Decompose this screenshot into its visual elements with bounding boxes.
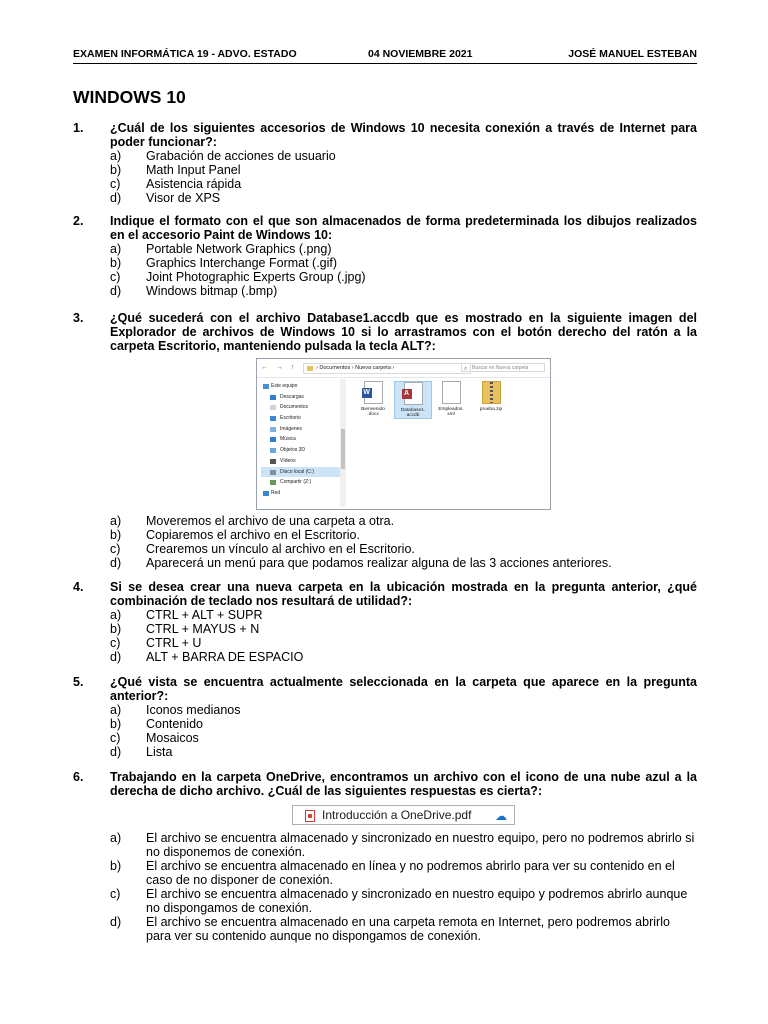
option-letter: d) bbox=[110, 650, 122, 664]
option-d bbox=[110, 191, 697, 205]
question-text: ¿Cuál de los siguientes accesorios de Windows 10 necesita conexión a través de Internet para poder funcionar?: bbox=[110, 121, 697, 149]
option-a bbox=[110, 514, 697, 528]
explorer-search bbox=[461, 363, 545, 372]
option-d bbox=[110, 745, 697, 759]
option-letter: d) bbox=[110, 284, 122, 298]
option-letter: c) bbox=[110, 636, 121, 650]
question-5 bbox=[73, 675, 697, 759]
question-text: Si se desea crear una nueva carpeta en la ubicación mostrada en la pregunta anterior, ¿qué combinación de teclado nos resultará de utilidad?: bbox=[110, 580, 697, 608]
sidebar-item-escritorio bbox=[261, 413, 341, 424]
section-title: WINDOWS 10 bbox=[73, 87, 186, 107]
question-text: Indique el formato con el que son almacenados de forma predeterminada los dibujos realizados en el accesorio Paint de Windows 10: bbox=[110, 214, 697, 242]
computer-icon bbox=[263, 384, 269, 389]
question-number: 3. bbox=[73, 311, 84, 325]
option-letter: b) bbox=[110, 163, 122, 177]
access-database-icon: A bbox=[404, 382, 423, 405]
option-a bbox=[110, 831, 697, 859]
option-text: Copiaremos el archivo en el Escritorio. bbox=[146, 528, 360, 542]
option-text: Contenido bbox=[146, 717, 203, 731]
option-d bbox=[110, 556, 697, 570]
sidebar-item-imagenes bbox=[261, 424, 341, 435]
option-letter: b) bbox=[110, 622, 122, 636]
question-number: 6. bbox=[73, 770, 84, 784]
sidebar-item-musica bbox=[261, 434, 341, 445]
explorer-path bbox=[303, 363, 471, 374]
option-letter: b) bbox=[110, 256, 122, 270]
option-text: Asistencia rápida bbox=[146, 177, 242, 191]
question-number: 2. bbox=[73, 214, 84, 228]
path-text: › Documentos › Nueva carpeta › bbox=[316, 365, 395, 371]
xml-file-icon bbox=[442, 381, 461, 404]
option-c bbox=[110, 887, 697, 915]
option-text: El archivo se encuentra almacenado en línea y no podremos abrirlo para ver su contenido en el caso de no disponer de conexión. bbox=[146, 859, 675, 887]
explorer-sidebar bbox=[261, 381, 341, 499]
option-text: Windows bitmap (.bmp) bbox=[146, 284, 278, 298]
option-letter: b) bbox=[110, 859, 122, 873]
question-number: 5. bbox=[73, 675, 84, 689]
question-text: ¿Qué sucederá con el archivo Database1.accdb que es mostrado en la siguiente imagen del Explorador de archivos de Windows 10 si lo arrastramos con el botón derecho del ratón a la carpeta Escritorio, manteniendo pulsada la tecla ALT?: bbox=[110, 311, 697, 353]
option-d bbox=[110, 915, 697, 943]
option-text: Portable Network Graphics (.png) bbox=[146, 242, 332, 256]
cloud-icon: ☁ bbox=[495, 809, 507, 823]
sidebar-item-documentos bbox=[261, 402, 341, 413]
option-a bbox=[110, 703, 697, 717]
pictures-icon bbox=[270, 427, 276, 432]
option-text: El archivo se encuentra almacenado y sincronizado en nuestro equipo, pero no podremos abrirlo si no disponemos de conexión. bbox=[146, 831, 695, 859]
options-list bbox=[110, 149, 697, 205]
word-document-icon: W bbox=[364, 381, 383, 404]
option-text: CTRL + U bbox=[146, 636, 202, 650]
option-letter: a) bbox=[110, 242, 122, 256]
drive-icon bbox=[270, 470, 276, 475]
folder-icon bbox=[307, 366, 313, 371]
option-text: Iconos medianos bbox=[146, 703, 241, 717]
question-text: ¿Qué vista se encuentra actualmente seleccionada en la carpeta que aparece en la pregunta anterior?: bbox=[110, 675, 697, 703]
sidebar-item-label: Objetos 3D bbox=[280, 447, 306, 454]
sidebar-item-compartir bbox=[261, 477, 341, 488]
option-text: ALT + BARRA DE ESPACIO bbox=[146, 650, 304, 664]
sidebar-item-label: Vídeos bbox=[280, 457, 296, 464]
sidebar-item-label: Este equipo bbox=[271, 383, 298, 389]
sidebar-item-disco-local bbox=[261, 467, 341, 478]
option-letter: a) bbox=[110, 831, 122, 845]
documents-icon bbox=[270, 405, 276, 410]
search-placeholder: Buscar en Nueva carpeta bbox=[472, 365, 529, 371]
sidebar-item-label: Red bbox=[271, 489, 281, 496]
option-letter: d) bbox=[110, 191, 122, 205]
file-extension: accdb bbox=[406, 413, 420, 418]
network-icon bbox=[263, 491, 269, 496]
sidebar-item-label: Escritorio bbox=[280, 415, 301, 422]
option-text: Aparecerá un menú para que podamos realizar alguna de las 3 acciones anteriores. bbox=[146, 556, 612, 570]
navigation-arrows-icon: ← → ↑ bbox=[261, 364, 298, 371]
option-text: CTRL + ALT + SUPR bbox=[146, 608, 263, 622]
explorer-address-bar bbox=[257, 359, 550, 378]
option-text: El archivo se encuentra almacenado en una carpeta remota en Internet, pero podremos abrirlo para ver su contenido aunque no dispongamos de conexión. bbox=[146, 915, 670, 943]
option-letter: a) bbox=[110, 149, 122, 163]
option-letter: c) bbox=[110, 887, 121, 901]
option-c bbox=[110, 542, 697, 556]
option-d bbox=[110, 284, 697, 298]
file-prueba-zip bbox=[473, 381, 509, 412]
file-empleados-xml bbox=[433, 381, 469, 417]
option-text: Visor de XPS bbox=[146, 191, 221, 205]
question-3 bbox=[73, 311, 697, 353]
file-name: Database1. bbox=[400, 408, 426, 413]
options-list bbox=[110, 514, 697, 570]
file-database1-accdb bbox=[394, 381, 432, 419]
music-icon bbox=[270, 437, 276, 442]
network-drive-icon bbox=[270, 480, 276, 485]
file-name: Empleados. bbox=[438, 407, 464, 412]
option-letter: c) bbox=[110, 270, 121, 284]
sidebar-item-este-equipo bbox=[261, 381, 341, 392]
sidebar-item-label: Disco local (C:) bbox=[280, 468, 314, 475]
question-number: 4. bbox=[73, 580, 84, 594]
file-explorer-screenshot bbox=[256, 358, 551, 510]
options-list bbox=[110, 608, 697, 664]
option-letter: d) bbox=[110, 915, 122, 929]
option-text: Crearemos un vínculo al archivo en el Escritorio. bbox=[146, 542, 415, 556]
options-list bbox=[110, 831, 697, 943]
file-name: Bienvenido bbox=[361, 407, 385, 412]
onedrive-file-name: Introducción a OneDrive.pdf bbox=[322, 808, 472, 822]
option-text: Graphics Interchange Format (.gif) bbox=[146, 256, 338, 270]
question-1 bbox=[73, 121, 697, 205]
zip-folder-icon bbox=[482, 381, 501, 404]
search-icon: ⌕ bbox=[464, 366, 468, 372]
option-text: Mosaicos bbox=[146, 731, 199, 745]
onedrive-file-snippet bbox=[292, 805, 515, 825]
option-text: El archivo se encuentra almacenado y sincronizado en nuestro equipo y podremos abrirlo aunque no dispongamos de conexión. bbox=[146, 887, 688, 915]
header-author: JOSÉ MANUEL ESTEBAN bbox=[568, 48, 697, 60]
option-b bbox=[110, 163, 697, 177]
scrollbar-thumb bbox=[341, 429, 345, 469]
objects3d-icon bbox=[270, 448, 276, 453]
option-letter: c) bbox=[110, 177, 121, 191]
option-a bbox=[110, 242, 697, 256]
option-d bbox=[110, 650, 697, 664]
file-bienvenido-docx bbox=[355, 381, 391, 417]
download-icon bbox=[270, 395, 276, 400]
header-divider bbox=[73, 63, 697, 64]
option-c bbox=[110, 731, 697, 745]
option-letter: b) bbox=[110, 717, 122, 731]
sidebar-item-label: Documentos bbox=[280, 404, 309, 411]
question-2 bbox=[73, 214, 697, 298]
option-letter: a) bbox=[110, 608, 122, 622]
option-text: Math Input Panel bbox=[146, 163, 241, 177]
option-a bbox=[110, 149, 697, 163]
option-b bbox=[110, 528, 697, 542]
sidebar-item-descargas bbox=[261, 392, 341, 403]
question-text: Trabajando en la carpeta OneDrive, encontramos un archivo con el icono de una nube azul a la derecha de dicho archivo. ¿Cuál de las siguientes respuestas es cierta?: bbox=[110, 770, 697, 798]
option-a bbox=[110, 608, 697, 622]
option-c bbox=[110, 270, 697, 284]
header-exam-title: EXAMEN INFORMÁTICA 19 - ADVO. ESTADO bbox=[73, 48, 297, 60]
question-6 bbox=[73, 770, 697, 798]
pdf-icon bbox=[305, 810, 315, 822]
sidebar-scrollbar bbox=[340, 379, 346, 507]
option-letter: c) bbox=[110, 542, 121, 556]
sidebar-item-label: Descargas bbox=[280, 393, 304, 400]
option-b bbox=[110, 622, 697, 636]
option-c bbox=[110, 636, 697, 650]
sidebar-item-red bbox=[261, 488, 341, 499]
page-header bbox=[73, 48, 697, 62]
file-extension: .docx bbox=[367, 412, 379, 417]
option-b bbox=[110, 256, 697, 270]
option-letter: b) bbox=[110, 528, 122, 542]
question-6-options bbox=[73, 831, 697, 943]
question-4 bbox=[73, 580, 697, 664]
question-number: 1. bbox=[73, 121, 84, 135]
option-text: Grabación de acciones de usuario bbox=[146, 149, 336, 163]
option-text: Joint Photographic Experts Group (.jpg) bbox=[146, 270, 366, 284]
option-c bbox=[110, 177, 697, 191]
option-letter: a) bbox=[110, 514, 122, 528]
option-letter: d) bbox=[110, 556, 122, 570]
options-list bbox=[110, 242, 697, 298]
question-3-options bbox=[73, 514, 697, 570]
sidebar-item-label: Compartir (Z:) bbox=[280, 479, 312, 486]
options-list bbox=[110, 703, 697, 759]
option-letter: d) bbox=[110, 745, 122, 759]
desktop-icon bbox=[270, 416, 276, 421]
file-extension: xml bbox=[447, 412, 455, 417]
option-text: Moveremos el archivo de una carpeta a otra. bbox=[146, 514, 395, 528]
sidebar-item-objetos-3d bbox=[261, 445, 341, 456]
option-text: Lista bbox=[146, 745, 173, 759]
option-letter: a) bbox=[110, 703, 122, 717]
sidebar-item-label: Música bbox=[280, 436, 296, 443]
sidebar-item-videos bbox=[261, 456, 341, 467]
file-name: prueba.zip bbox=[479, 407, 503, 412]
option-text: CTRL + MAYUS + N bbox=[146, 622, 260, 636]
option-b bbox=[110, 717, 697, 731]
option-b bbox=[110, 859, 697, 887]
videos-icon bbox=[270, 459, 276, 464]
option-letter: c) bbox=[110, 731, 121, 745]
sidebar-item-label: Imágenes bbox=[280, 425, 302, 432]
header-date: 04 NOVIEMBRE 2021 bbox=[368, 48, 473, 60]
